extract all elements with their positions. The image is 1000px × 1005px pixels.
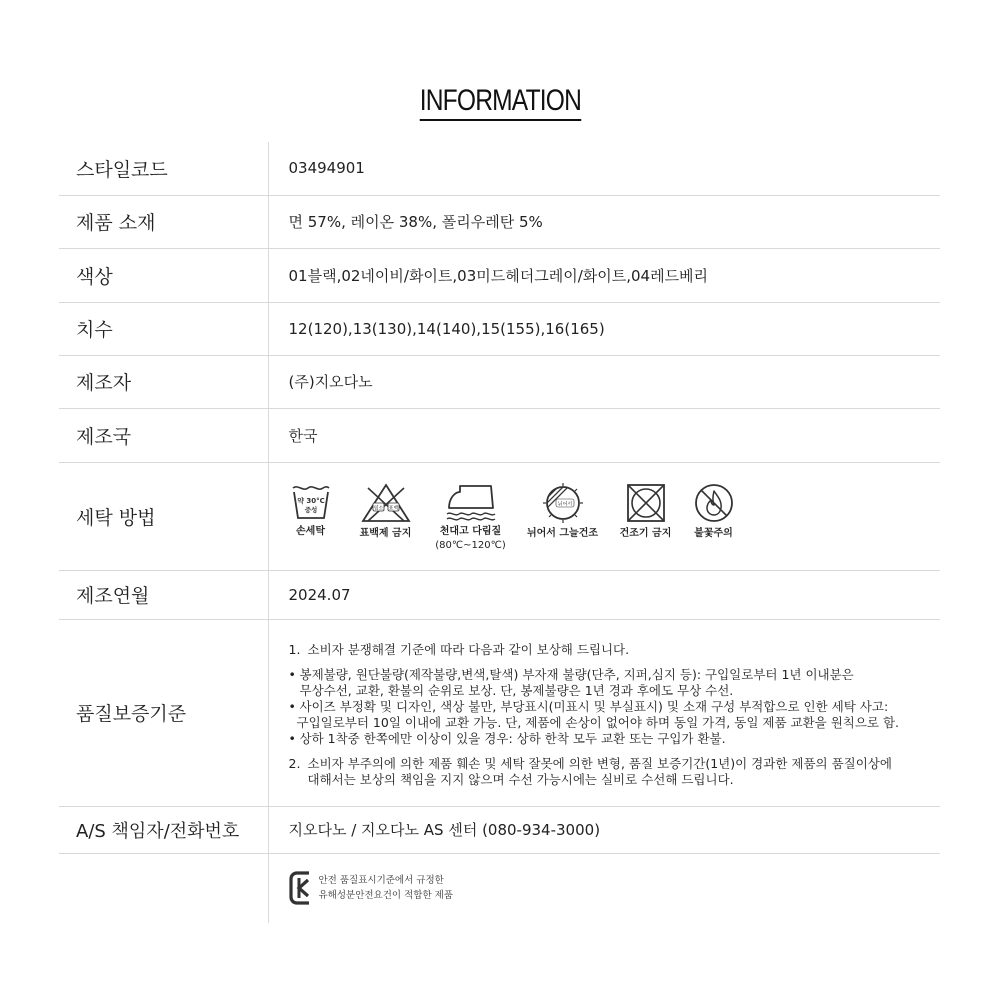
bullet-dot-1: • (288, 666, 296, 682)
iron-caption-main: 천대고 다림질 (439, 525, 502, 537)
washing-value (268, 462, 940, 570)
no-bleach-caption: 표백제 금지 (359, 527, 412, 539)
page-title: INFORMATION (419, 84, 580, 121)
hand-wash-item (289, 482, 333, 539)
row-quality (59, 619, 940, 806)
manufacturer-value: (주)지오다노 (268, 355, 940, 408)
kc-value (268, 853, 940, 923)
quality-bullet-2 (289, 699, 941, 715)
row-date (59, 570, 940, 619)
bullet-dot-3: • (288, 730, 296, 746)
no-bleach-item (353, 482, 419, 541)
quality-bullet-3 (289, 731, 941, 747)
kc-line-2: 유해성분안전요건이 적합한 제품 (318, 890, 454, 902)
quality-num-2: 2. (288, 755, 301, 771)
size-value: 12(120),13(130),14(140),15(155),16(165) (268, 302, 940, 355)
size-label: 치수 (59, 302, 268, 355)
quality-item-1 (289, 642, 941, 658)
iron-caption (435, 525, 505, 553)
hand-wash-temp: 약 30°C (296, 496, 325, 505)
fire-caution-icon (692, 482, 736, 524)
row-color (59, 248, 940, 302)
washing-label: 세탁 방법 (59, 462, 268, 570)
quality-p1: 소비자 분쟁해결 기준에 따라 다음과 같이 보상해 드립니다. (307, 641, 630, 657)
quality-p2: 소비자 부주의에 의한 제품 훼손 및 세탁 잘못에 의한 변형, 품질 보증기간(1년)이 경과한 제품의 품질이상에 (307, 755, 892, 771)
quality-p2-cont: 대해서는 보상의 책임을 지지 않으며 수선 가능시에는 실비로 수선해 드립니다. (307, 771, 734, 787)
kc-line-1: 안전 품질표시기준에서 규정한 (318, 875, 444, 887)
shade-dry-caption: 뉘어서 그늘건조 (526, 527, 599, 539)
no-bleach-icon (360, 482, 412, 524)
quality-b1-cont: 무상수선, 교환, 환불의 순위로 보상. 단, 봉제불량은 1년 경과 후에도 무상 수선. (299, 682, 734, 698)
row-style-code (59, 142, 940, 195)
style-code-value: 03494901 (268, 142, 940, 195)
quality-label: 품질보증기준 (59, 619, 268, 806)
row-size (59, 302, 940, 355)
country-value: 한국 (268, 408, 940, 462)
quality-b1: 봉제불량, 원단불량(제작불량,변색,탈색) 부자재 불량(단추, 지퍼,심지 등): 구입일로부터 1년 이내분은 (299, 666, 854, 682)
color-label: 색상 (59, 248, 268, 302)
row-manufacturer (59, 355, 940, 408)
shade-dry-item (521, 482, 605, 541)
no-tumble-dry-icon (624, 482, 668, 524)
iron-icon (445, 482, 497, 522)
row-washing (59, 462, 940, 570)
iron-caption-temp: (80℃~120℃) (435, 539, 506, 551)
bullet-dot-2: • (288, 698, 296, 714)
date-value: 2024.07 (268, 570, 940, 619)
kc-mark-icon (289, 869, 313, 907)
fire-caution-item (689, 482, 739, 541)
row-country (59, 408, 940, 462)
washing-icons (289, 480, 941, 553)
quality-item-2 (289, 756, 941, 772)
shade-dry-inner: 뉘어서 (557, 501, 572, 507)
shade-dry-icon (542, 482, 584, 524)
quality-bullet-1 (289, 667, 941, 683)
style-code-label: 스타일코드 (59, 142, 268, 195)
kc-certification (289, 869, 941, 907)
hand-wash-detergent: 중성 (304, 505, 317, 514)
quality-b2: 사이즈 부정확 및 디자인, 색상 불만, 부당표시(미표시 및 부실표시) 및 소재 구성 부적합으로 인한 세탁 사고: (299, 698, 889, 714)
manufacturer-label: 제조자 (59, 355, 268, 408)
fire-caution-caption: 불꽃주의 (694, 527, 733, 539)
quality-text (289, 642, 941, 788)
hand-wash-icon (290, 482, 332, 522)
hand-wash-caption: 손세탁 (296, 525, 325, 537)
no-tumble-dry-item (615, 482, 677, 541)
as-value: 지오다노 / 지오다노 AS 센터 (080-934-3000) (268, 806, 940, 853)
information-table (59, 142, 940, 923)
quality-b3: 상하 1착중 한쪽에만 이상이 있을 경우: 상하 한착 모두 교환 또는 구입가 환불. (299, 730, 726, 746)
country-label: 제조국 (59, 408, 268, 462)
kc-text (319, 873, 454, 903)
as-label: A/S 책임자/전화번호 (59, 806, 268, 853)
quality-value (268, 619, 940, 806)
material-label: 제품 소재 (59, 195, 268, 248)
material-value: 면 57%, 레이온 38%, 폴리우레탄 5% (268, 195, 940, 248)
iron-item (431, 482, 511, 553)
no-tumble-dry-caption: 건조기 금지 (619, 527, 672, 539)
row-as (59, 806, 940, 853)
color-value: 01블랙,02네이비/화이트,03미드헤더그레이/화이트,04레드베리 (268, 248, 940, 302)
quality-b2-cont: 구입일로부터 10일 이내에 교환 가능. 단, 제품에 손상이 없어야 하며 동일 가격, 동일 제품 교환을 원칙으로 함. (296, 714, 900, 730)
kc-label-empty (59, 853, 268, 923)
date-label: 제조연월 (59, 570, 268, 619)
no-bleach-bleach: 표백 (388, 505, 398, 511)
no-bleach-chlorine: 염소 (373, 505, 383, 511)
row-material (59, 195, 940, 248)
row-kc (59, 853, 940, 923)
quality-num-1: 1. (288, 641, 301, 657)
